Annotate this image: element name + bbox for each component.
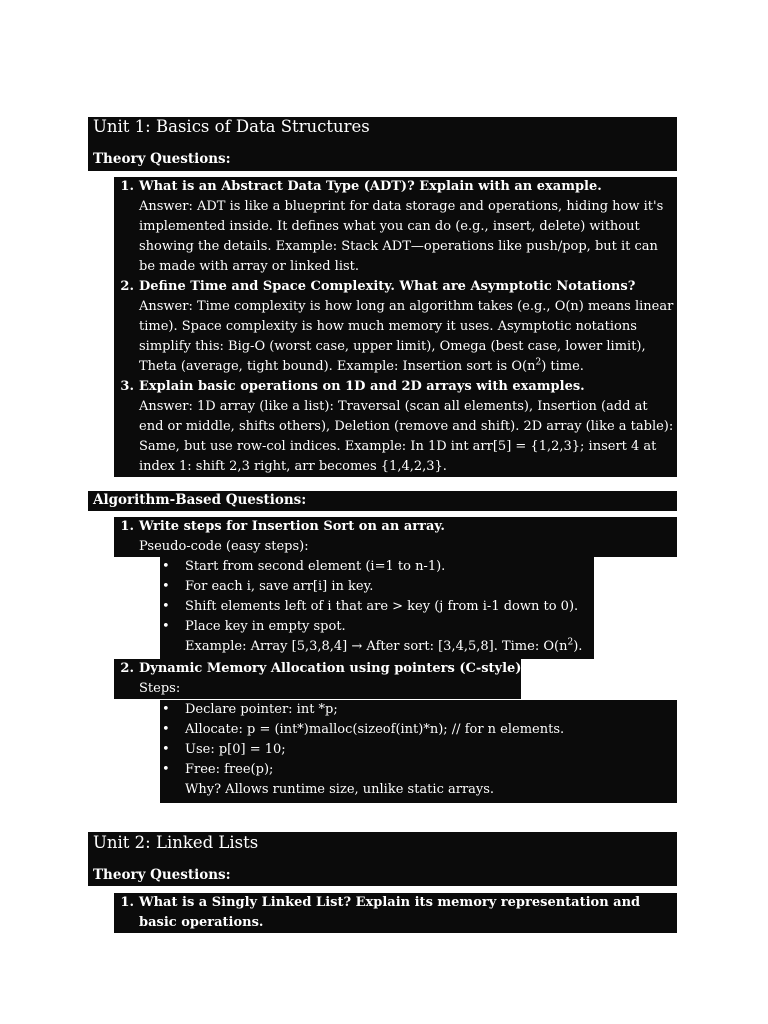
unit1-theory-heading: Theory Questions: (93, 151, 231, 167)
question-number: 1 . (114, 177, 134, 197)
answer-text: Answer: 1D array (like a list): Traversal (scan all elements), Insertion (add at end or middle, shifts others), Deletion (remove and shift). 2D array (like a table): Same, but use row-col indices. Example: In 1D int arr[5] = {1,2,3}; insert 4 at index 1: shift 2,3 right, arr becomes {1,4,2,3}. (139, 399, 674, 474)
unit2-heading-block (88, 832, 677, 886)
algo-q1-bullets (160, 557, 594, 659)
algo-heading-block (88, 491, 677, 511)
algo-q1-header (114, 517, 677, 557)
bullet-item: • Start from second element (i=1 to n-1). (160, 557, 592, 577)
question-number: 2 . (114, 277, 134, 297)
unit1-heading-block (88, 117, 677, 171)
algo-heading: Algorithm-Based Questions: (93, 492, 307, 508)
question-number: 2 . (114, 659, 134, 679)
bullet-item: • Use: p[0] = 10; (160, 740, 675, 760)
bullet-item: • Allocate: p = (int*)malloc(sizeof(int)*n); // for n elements. (160, 720, 675, 740)
bullet-item: • Declare pointer: int *p; (160, 700, 675, 720)
algo-q2-bullets (160, 700, 677, 803)
question-text: What is an Abstract Data Type (ADT)? Explain with an example. (139, 179, 602, 194)
bullet-item: • Free: free(p); (160, 760, 675, 780)
question-number: 3 . (114, 377, 134, 397)
unit2-theory-list (114, 893, 677, 933)
answer-text: Answer: ADT is like a blueprint for data storage and operations, hiding how it's implemented inside. It defines what you can do (e.g., insert, delete) without showing the details. Example: Stack ADT—operations like push/pop, but it can be made with array or linked list. (139, 199, 664, 274)
bullet-item: • For each i, save arr[i] in key. (160, 577, 592, 597)
theory-question-item (114, 377, 674, 477)
intro-text: Pseudo-code (easy steps): (139, 539, 309, 554)
algo-q2-header (114, 659, 526, 699)
unit2-title: Unit 2: Linked Lists (93, 833, 259, 852)
question-number: 1 . (114, 517, 134, 537)
bullet-item: • Place key in empty spot. (160, 617, 592, 637)
bullet-item: • Shift elements left of i that are > key (j from i-1 down to 0). (160, 597, 592, 617)
question-text: Write steps for Insertion Sort on an array. (139, 519, 445, 534)
intro-text: Steps: (139, 681, 181, 696)
theory-question-item (114, 277, 674, 377)
question-text: Dynamic Memory Allocation using pointers (C-style). (139, 661, 526, 676)
question-text: Explain basic operations on 1D and 2D arrays with examples. (139, 379, 585, 394)
question-number: 1 . (114, 893, 134, 913)
unit2-theory-heading: Theory Questions: (93, 867, 231, 883)
answer-text: Answer: Time complexity is how long an algorithm takes (e.g., O(n) means linear time). Space complexity is how much memory it uses. Asymptotic notations simplify this: Big-O (worst case, upper limit), Omega (best case, lower limit), Theta (average, tight bound). Example: Insertion sort is $O(n^2)$ time. (139, 299, 674, 374)
question-text: Define Time and Space Complexity. What are Asymptotic Notations? (139, 279, 636, 294)
question-text: What is a Singly Linked List? Explain its memory representation and basic operations. (139, 895, 641, 930)
theory-question-item (114, 177, 674, 277)
theory-question-item (114, 893, 674, 933)
unit1-title: Unit 1: Basics of Data Structures (93, 117, 370, 136)
example-note: Example: Array [5,3,8,4] → After sort: [3,4,5,8]. Time: $O(n^2)$. (185, 637, 583, 654)
unit1-theory-list (114, 177, 677, 477)
example-note: Why? Allows runtime size, unlike static arrays. (185, 782, 495, 797)
